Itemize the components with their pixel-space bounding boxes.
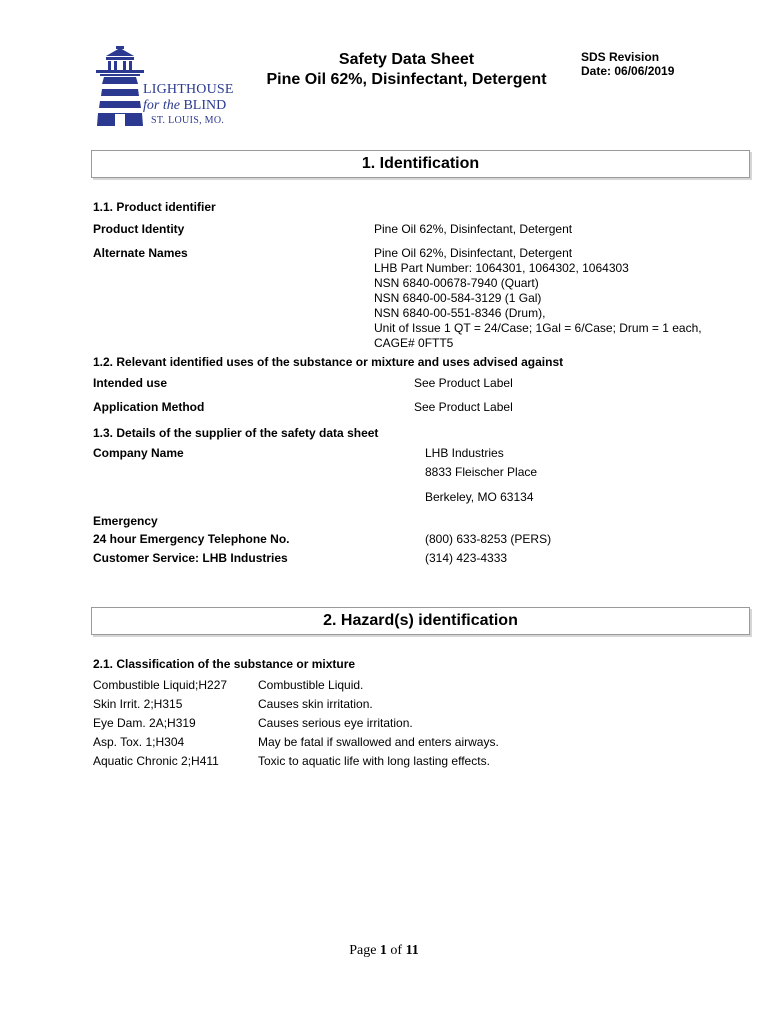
logo-blind: BLIND [183,98,227,113]
company-name-label: Company Name [93,446,184,460]
hazard-statement: Causes serious eye irritation. [258,716,413,730]
application-method-label: Application Method [93,400,205,414]
customer-service-label: Customer Service: LHB Industries [93,551,288,565]
logo-line2 [143,98,226,114]
hazard-code: Skin Irrit. 2;H315 [93,697,183,711]
application-method-value: See Product Label [414,400,513,414]
hazard-code: Aquatic Chronic 2;H411 [93,754,219,768]
hazard-statement: May be fatal if swallowed and enters airways. [258,735,499,749]
product-title: Pine Oil 62%, Disinfectant, Detergent [266,71,547,88]
supplier-details-subheading: 1.3. Details of the supplier of the safety data sheet [93,426,379,440]
emergency-phone-label: 24 hour Emergency Telephone No. [93,532,290,546]
company-address-line2: Berkeley, MO 63134 [425,490,534,504]
product-identity-value: Pine Oil 62%, Disinfectant, Detergent [374,222,573,236]
revision-label: SDS Revision [581,50,660,64]
hazard-code: Eye Dam. 2A;H319 [93,716,196,730]
alternate-names-label: Alternate Names [93,246,188,260]
alternate-names-list [374,246,702,351]
alternate-name: CAGE# 0FTT5 [374,336,454,350]
section2-heading: 2. Hazard(s) identification [91,607,750,635]
page-current: 1 [379,943,387,958]
page-of: of [390,943,403,958]
alternate-name: Pine Oil 62%, Disinfectant, Detergent [374,246,573,260]
customer-service-phone: (314) 423-4333 [425,551,508,565]
company-address-line1: 8833 Fleischer Place [425,465,538,479]
alternate-name: Unit of Issue 1 QT = 24/Case; 1Gal = 6/Case; Drum = 1 each, [374,321,702,335]
emergency-label: Emergency [93,514,158,528]
alternate-name: NSN 6840-00678-7940 (Quart) [374,276,539,290]
hazard-statement: Combustible Liquid. [258,678,364,692]
relevant-uses-subheading: 1.2. Relevant identified uses of the substance or mixture and uses advised against [93,355,564,369]
classification-subheading: 2.1. Classification of the substance or mixture [93,657,356,671]
product-identifier-subheading: 1.1. Product identifier [93,200,216,214]
alternate-name: LHB Part Number: 1064301, 1064302, 1064303 [374,261,629,275]
document-title: Safety Data Sheet [338,51,475,68]
intended-use-value: See Product Label [414,376,513,390]
hazard-code: Combustible Liquid;H227 [93,678,228,692]
emergency-phone-value: (800) 633-8253 (PERS) [425,532,552,546]
section1-heading: 1. Identification [91,150,750,178]
intended-use-label: Intended use [93,376,168,390]
logo-for-the: for the [143,98,180,113]
hazard-statement: Toxic to aquatic life with long lasting effects. [258,754,490,768]
logo-line1: LIGHTHOUSE [143,82,234,97]
hazard-statement: Causes skin irritation. [258,697,373,711]
hazard-code: Asp. Tox. 1;H304 [93,735,185,749]
alternate-name: NSN 6840-00-584-3129 (1 Gal) [374,291,542,305]
revision-date: Date: 06/06/2019 [581,64,675,78]
logo-line3: ST. LOUIS, MO. [151,115,225,126]
company-name-value: LHB Industries [425,446,504,460]
alternate-name: NSN 6840-00-551-8346 (Drum), [374,306,546,320]
page-total: 11 [405,943,419,958]
page-number [0,943,768,959]
product-identity-label: Product Identity [93,222,185,236]
page-prefix: Page [349,943,377,958]
